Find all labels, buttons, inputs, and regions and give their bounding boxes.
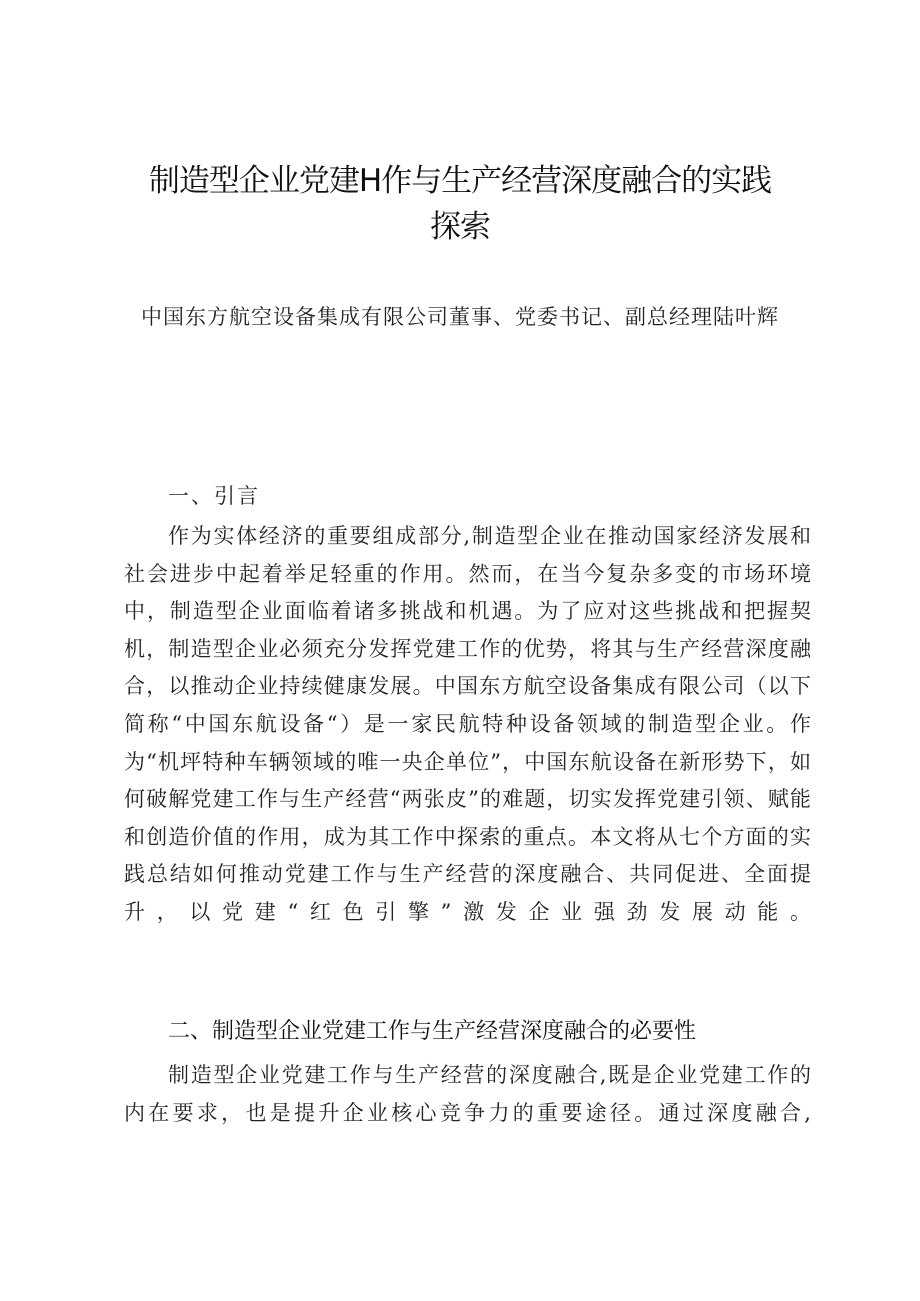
- author-line: 中国东方航空设备集成有限公司董事、党委书记、副总经理陆叶辉: [141, 305, 779, 329]
- section-heading-introduction: 一、引言: [168, 484, 260, 508]
- document-title: 制造型企业党建H作与生产经营深度融合的实践探索: [148, 163, 772, 245]
- paragraph-necessity: 制造型企业党建工作与生产经营的深度融合,既是企业党建工作的内在要求，也是提升企业核心竞争力的重要途径。通过深度融合,: [124, 1063, 812, 1125]
- paragraph-introduction: 作为实体经济的重要组成部分,制造型企业在推动国家经济发展和社会进步中起着举足轻重的作用。然而，在当今复杂多变的市场环境中，制造型企业面临着诸多挑战和机遇。为了应对这些挑战和把握契机，制造型企业必须充分发挥党建工作的优势，将其与生产经营深度融合，以推动企业持续健康发展。中国东方航空设备集成有限公司（以下简称“中国东航设备“）是一家民航特种设备领域的制造型企业。作为“机坪特种车辆领域的唯一央企单位”，中国东航设备在新形势下，如何破解党建工作与生产经营“两张皮”的难题，切实发挥党建引领、赋能和创造价值的作用，成为其工作中探索的重点。本文将从七个方面的实践总结如何推动党建工作与生产经营的深度融合、共同促进、全面提升，以党建“红色引擎”激发企业强劲发展动能。: [124, 524, 812, 924]
- section-heading-necessity: 二、制造型企业党建工作与生产经营深度融合的必要性: [168, 1019, 697, 1044]
